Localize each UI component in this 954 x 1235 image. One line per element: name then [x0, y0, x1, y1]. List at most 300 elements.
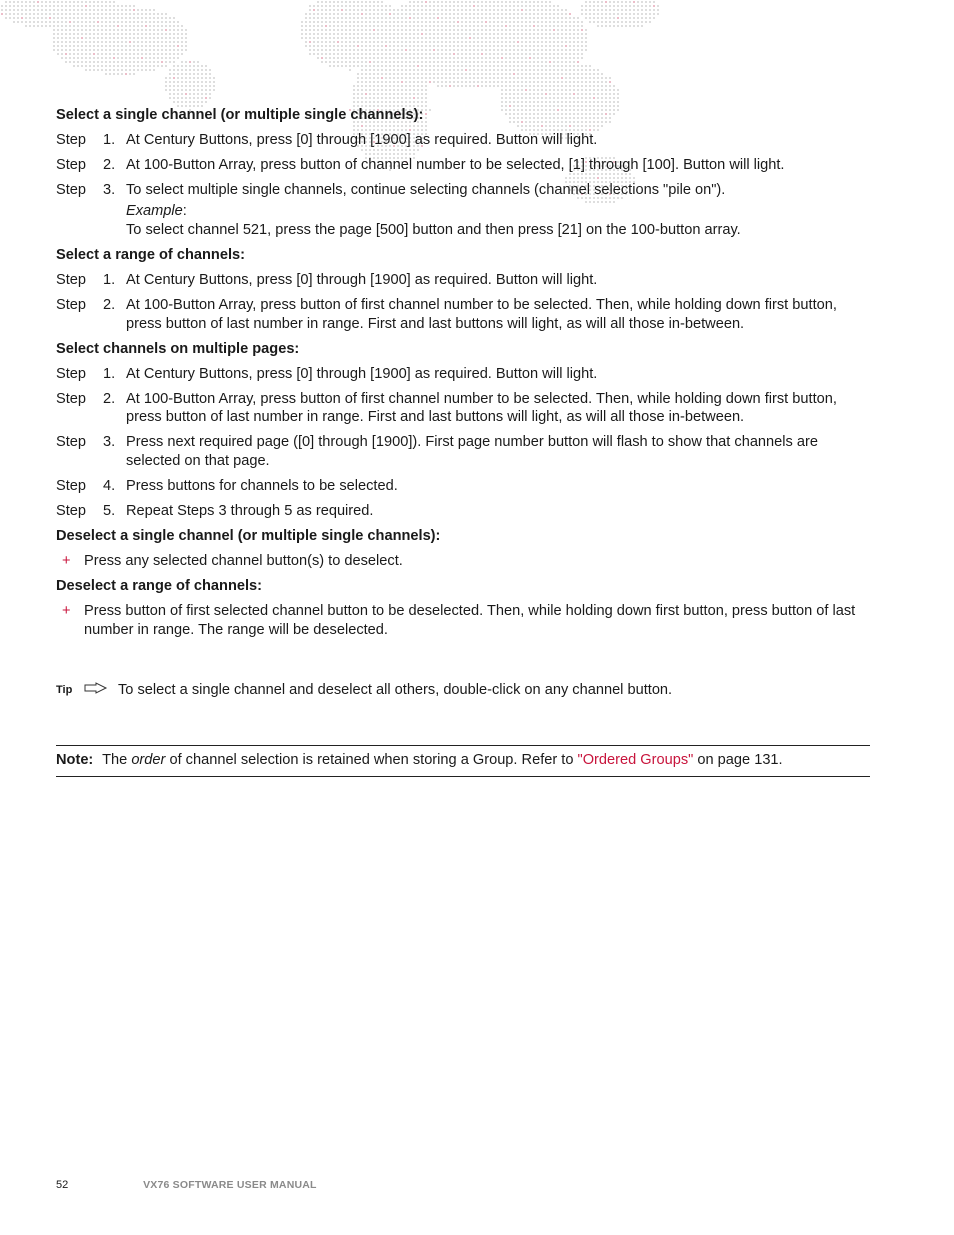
- map-dot: [653, 17, 655, 19]
- map-dot: [465, 37, 467, 39]
- map-dot: [461, 45, 463, 47]
- map-dot: [549, 41, 551, 43]
- map-dot: [493, 61, 495, 63]
- map-dot: [405, 21, 407, 23]
- map-dot: [17, 17, 19, 19]
- map-dot: [53, 45, 55, 47]
- map-dot: [417, 45, 419, 47]
- step-label: Step: [56, 390, 87, 407]
- map-dot: [513, 93, 515, 95]
- map-dot: [357, 33, 359, 35]
- map-dot: [641, 25, 643, 27]
- map-dot: [101, 41, 103, 43]
- map-dot: [141, 21, 143, 23]
- map-dot: [577, 25, 579, 27]
- map-dot: [165, 25, 167, 27]
- map-dot: [13, 13, 15, 15]
- map-dot: [569, 97, 571, 99]
- map-dot: [145, 65, 147, 67]
- map-dot: [437, 81, 439, 83]
- map-dot: [125, 17, 127, 19]
- map-dot: [581, 81, 583, 83]
- map-dot: [329, 1, 331, 3]
- map-dot: [585, 69, 587, 71]
- map-dot: [313, 25, 315, 27]
- map-dot: [489, 45, 491, 47]
- map-dot: [317, 57, 319, 59]
- map-dot: [169, 81, 171, 83]
- map-dot: [153, 53, 155, 55]
- map-dot: [409, 49, 411, 51]
- map-dot: [581, 65, 583, 67]
- map-dot: [529, 89, 531, 91]
- map-dot: [205, 93, 207, 95]
- map-dot: [453, 9, 455, 11]
- map-dot: [549, 53, 551, 55]
- map-dot: [533, 73, 535, 75]
- map-dot: [385, 93, 387, 95]
- map-dot: [185, 85, 187, 87]
- map-dot: [149, 25, 151, 27]
- map-dot: [465, 65, 467, 67]
- map-dot: [413, 77, 415, 79]
- map-dot: [529, 69, 531, 71]
- map-dot: [361, 25, 363, 27]
- map-dot: [629, 1, 631, 3]
- map-dot: [201, 97, 203, 99]
- map-dot: [629, 13, 631, 15]
- map-dot: [129, 45, 131, 47]
- map-dot: [37, 17, 39, 19]
- map-dot: [449, 9, 451, 11]
- map-dot: [553, 13, 555, 15]
- map-dot: [361, 81, 363, 83]
- map-dot: [377, 65, 379, 67]
- map-dot: [165, 41, 167, 43]
- map-dot: [597, 17, 599, 19]
- map-dot: [165, 21, 167, 23]
- map-dot: [497, 41, 499, 43]
- map-dot: [465, 25, 467, 27]
- map-dot: [341, 37, 343, 39]
- map-dot: [117, 9, 119, 11]
- map-dot: [401, 5, 403, 7]
- map-dot: [505, 17, 507, 19]
- map-dot: [101, 1, 103, 3]
- map-dot: [533, 101, 535, 103]
- map-dot: [461, 57, 463, 59]
- map-dot: [445, 77, 447, 79]
- map-dot: [389, 49, 391, 51]
- map-dot: [489, 29, 491, 31]
- map-dot: [117, 5, 119, 7]
- map-dot: [469, 69, 471, 71]
- map-dot: [325, 61, 327, 63]
- map-dot: [133, 29, 135, 31]
- map-dot: [85, 45, 87, 47]
- map-dot: [429, 61, 431, 63]
- map-dot: [97, 33, 99, 35]
- map-dot: [541, 1, 543, 3]
- map-dot: [169, 85, 171, 87]
- map-dot: [325, 41, 327, 43]
- map-dot: [185, 89, 187, 91]
- map-dot: [345, 45, 347, 47]
- map-dot: [413, 57, 415, 59]
- map-dot: [529, 17, 531, 19]
- ordered-groups-link[interactable]: "Ordered Groups": [577, 752, 694, 768]
- map-dot: [385, 9, 387, 11]
- map-dot: [201, 89, 203, 91]
- map-dot: [521, 5, 523, 7]
- map-dot: [329, 45, 331, 47]
- map-dot: [469, 45, 471, 47]
- map-dot: [329, 57, 331, 59]
- map-dot: [449, 65, 451, 67]
- map-dot: [417, 65, 419, 67]
- map-dot: [369, 13, 371, 15]
- map-dot: [577, 21, 579, 23]
- map-dot: [341, 41, 343, 43]
- map-dot: [573, 89, 575, 91]
- map-dot: [369, 49, 371, 51]
- map-dot: [125, 25, 127, 27]
- map-dot: [97, 65, 99, 67]
- map-dot: [477, 85, 479, 87]
- map-dot: [413, 69, 415, 71]
- map-dot: [329, 37, 331, 39]
- map-dot: [481, 41, 483, 43]
- map-dot: [77, 25, 79, 27]
- map-dot: [125, 13, 127, 15]
- map-dot: [617, 21, 619, 23]
- map-dot: [533, 89, 535, 91]
- map-dot: [521, 41, 523, 43]
- map-dot: [425, 61, 427, 63]
- map-dot: [57, 37, 59, 39]
- map-dot: [341, 17, 343, 19]
- map-dot: [473, 57, 475, 59]
- map-dot: [497, 9, 499, 11]
- map-dot: [81, 21, 83, 23]
- map-dot: [577, 89, 579, 91]
- map-dot: [601, 21, 603, 23]
- map-dot: [97, 1, 99, 3]
- map-dot: [569, 101, 571, 103]
- map-dot: [381, 81, 383, 83]
- map-dot: [121, 17, 123, 19]
- note-block: [56, 745, 870, 777]
- map-dot: [533, 53, 535, 55]
- map-dot: [649, 21, 651, 23]
- map-dot: [509, 65, 511, 67]
- example-block: Example: To select channel 521, press the page [500] button and then press [21] on the 100-button array.: [126, 202, 870, 239]
- map-dot: [561, 89, 563, 91]
- map-dot: [165, 17, 167, 19]
- map-dot: [385, 53, 387, 55]
- map-dot: [381, 13, 383, 15]
- map-dot: [421, 41, 423, 43]
- map-dot: [629, 25, 631, 27]
- map-dot: [417, 17, 419, 19]
- map-dot: [65, 29, 67, 31]
- map-dot: [565, 29, 567, 31]
- map-dot: [537, 85, 539, 87]
- map-dot: [573, 21, 575, 23]
- map-dot: [509, 81, 511, 83]
- map-dot: [153, 29, 155, 31]
- map-dot: [517, 9, 519, 11]
- step-label: Step: [56, 477, 87, 494]
- map-dot: [541, 65, 543, 67]
- map-dot: [353, 45, 355, 47]
- map-dot: [557, 21, 559, 23]
- map-dot: [149, 57, 151, 59]
- map-dot: [481, 65, 483, 67]
- map-dot: [357, 85, 359, 87]
- map-dot: [513, 81, 515, 83]
- bullet-item: [56, 602, 870, 639]
- map-dot: [353, 53, 355, 55]
- map-dot: [485, 77, 487, 79]
- map-dot: [105, 21, 107, 23]
- map-dot: [569, 41, 571, 43]
- map-dot: [105, 49, 107, 51]
- map-dot: [501, 69, 503, 71]
- map-dot: [377, 29, 379, 31]
- map-dot: [365, 53, 367, 55]
- map-dot: [513, 25, 515, 27]
- map-dot: [57, 25, 59, 27]
- map-dot: [89, 33, 91, 35]
- map-dot: [329, 49, 331, 51]
- map-dot: [501, 49, 503, 51]
- map-dot: [377, 61, 379, 63]
- map-dot: [113, 5, 115, 7]
- map-dot: [441, 29, 443, 31]
- map-dot: [313, 41, 315, 43]
- bullet-item: [56, 552, 870, 571]
- map-dot: [181, 73, 183, 75]
- map-dot: [349, 9, 351, 11]
- map-dot: [437, 69, 439, 71]
- map-dot: [533, 9, 535, 11]
- map-dot: [349, 25, 351, 27]
- map-dot: [209, 97, 211, 99]
- map-dot: [497, 25, 499, 27]
- map-dot: [521, 17, 523, 19]
- map-dot: [105, 53, 107, 55]
- map-dot: [553, 73, 555, 75]
- map-dot: [513, 89, 515, 91]
- map-dot: [9, 17, 11, 19]
- map-dot: [153, 25, 155, 27]
- map-dot: [129, 37, 131, 39]
- map-dot: [69, 53, 71, 55]
- map-dot: [181, 49, 183, 51]
- map-dot: [557, 81, 559, 83]
- map-dot: [197, 85, 199, 87]
- map-dot: [69, 25, 71, 27]
- map-dot: [585, 65, 587, 67]
- map-dot: [517, 45, 519, 47]
- map-dot: [389, 73, 391, 75]
- map-dot: [169, 89, 171, 91]
- map-dot: [385, 17, 387, 19]
- map-dot: [561, 45, 563, 47]
- map-dot: [21, 5, 23, 7]
- map-dot: [589, 9, 591, 11]
- map-dot: [109, 57, 111, 59]
- map-dot: [361, 69, 363, 71]
- map-dot: [325, 13, 327, 15]
- map-dot: [13, 1, 15, 3]
- map-dot: [521, 65, 523, 67]
- map-dot: [389, 85, 391, 87]
- map-dot: [77, 61, 79, 63]
- map-dot: [541, 77, 543, 79]
- map-dot: [461, 9, 463, 11]
- map-dot: [129, 9, 131, 11]
- map-dot: [141, 9, 143, 11]
- map-dot: [477, 73, 479, 75]
- map-dot: [189, 89, 191, 91]
- map-dot: [189, 61, 191, 63]
- map-dot: [145, 33, 147, 35]
- note-label: Note:: [56, 752, 94, 768]
- map-dot: [337, 25, 339, 27]
- map-dot: [373, 101, 375, 103]
- map-dot: [193, 73, 195, 75]
- map-dot: [525, 37, 527, 39]
- map-dot: [457, 33, 459, 35]
- map-dot: [421, 81, 423, 83]
- map-dot: [181, 77, 183, 79]
- map-dot: [433, 41, 435, 43]
- map-dot: [621, 5, 623, 7]
- map-dot: [421, 37, 423, 39]
- map-dot: [481, 17, 483, 19]
- map-dot: [401, 49, 403, 51]
- map-dot: [437, 13, 439, 15]
- map-dot: [141, 49, 143, 51]
- map-dot: [445, 17, 447, 19]
- map-dot: [585, 33, 587, 35]
- map-dot: [417, 69, 419, 71]
- map-dot: [85, 57, 87, 59]
- map-dot: [133, 41, 135, 43]
- map-dot: [521, 57, 523, 59]
- map-dot: [149, 29, 151, 31]
- map-dot: [553, 41, 555, 43]
- tip-text: To select a single channel and deselect all others, double-click on any channel button.: [118, 682, 673, 698]
- map-dot: [433, 65, 435, 67]
- map-dot: [353, 1, 355, 3]
- map-dot: [313, 13, 315, 15]
- map-dot: [89, 25, 91, 27]
- map-dot: [513, 33, 515, 35]
- map-dot: [589, 1, 591, 3]
- map-dot: [365, 13, 367, 15]
- map-dot: [25, 17, 27, 19]
- map-dot: [65, 49, 67, 51]
- map-dot: [553, 77, 555, 79]
- map-dot: [505, 77, 507, 79]
- map-dot: [529, 77, 531, 79]
- map-dot: [505, 41, 507, 43]
- note-text-after: on page 131.: [697, 752, 783, 768]
- map-dot: [341, 53, 343, 55]
- map-dot: [505, 9, 507, 11]
- map-dot: [457, 45, 459, 47]
- map-dot: [417, 81, 419, 83]
- map-dot: [469, 85, 471, 87]
- map-dot: [105, 13, 107, 15]
- map-dot: [405, 9, 407, 11]
- map-dot: [409, 73, 411, 75]
- map-dot: [441, 13, 443, 15]
- map-dot: [413, 21, 415, 23]
- map-dot: [493, 45, 495, 47]
- map-dot: [365, 101, 367, 103]
- map-dot: [429, 9, 431, 11]
- map-dot: [521, 101, 523, 103]
- map-dot: [421, 13, 423, 15]
- map-dot: [529, 21, 531, 23]
- map-dot: [549, 17, 551, 19]
- map-dot: [505, 33, 507, 35]
- map-dot: [421, 45, 423, 47]
- map-dot: [453, 37, 455, 39]
- map-dot: [505, 25, 507, 27]
- note-text-before: The: [102, 752, 128, 768]
- map-dot: [173, 45, 175, 47]
- map-dot: [425, 45, 427, 47]
- map-dot: [557, 45, 559, 47]
- map-dot: [153, 45, 155, 47]
- map-dot: [477, 13, 479, 15]
- map-dot: [145, 37, 147, 39]
- map-dot: [573, 85, 575, 87]
- map-dot: [393, 21, 395, 23]
- step-item: [56, 365, 870, 384]
- map-dot: [529, 101, 531, 103]
- map-dot: [393, 97, 395, 99]
- map-dot: [437, 37, 439, 39]
- map-dot: [441, 17, 443, 19]
- map-dot: [525, 101, 527, 103]
- map-dot: [505, 89, 507, 91]
- map-dot: [549, 77, 551, 79]
- map-dot: [309, 25, 311, 27]
- map-dot: [401, 101, 403, 103]
- map-dot: [497, 61, 499, 63]
- map-dot: [493, 13, 495, 15]
- map-dot: [537, 65, 539, 67]
- map-dot: [397, 13, 399, 15]
- map-dot: [577, 101, 579, 103]
- map-dot: [349, 45, 351, 47]
- map-dot: [177, 101, 179, 103]
- map-dot: [517, 89, 519, 91]
- map-dot: [473, 29, 475, 31]
- map-dot: [485, 45, 487, 47]
- map-dot: [489, 17, 491, 19]
- map-dot: [385, 101, 387, 103]
- map-dot: [157, 41, 159, 43]
- map-dot: [521, 81, 523, 83]
- map-dot: [161, 29, 163, 31]
